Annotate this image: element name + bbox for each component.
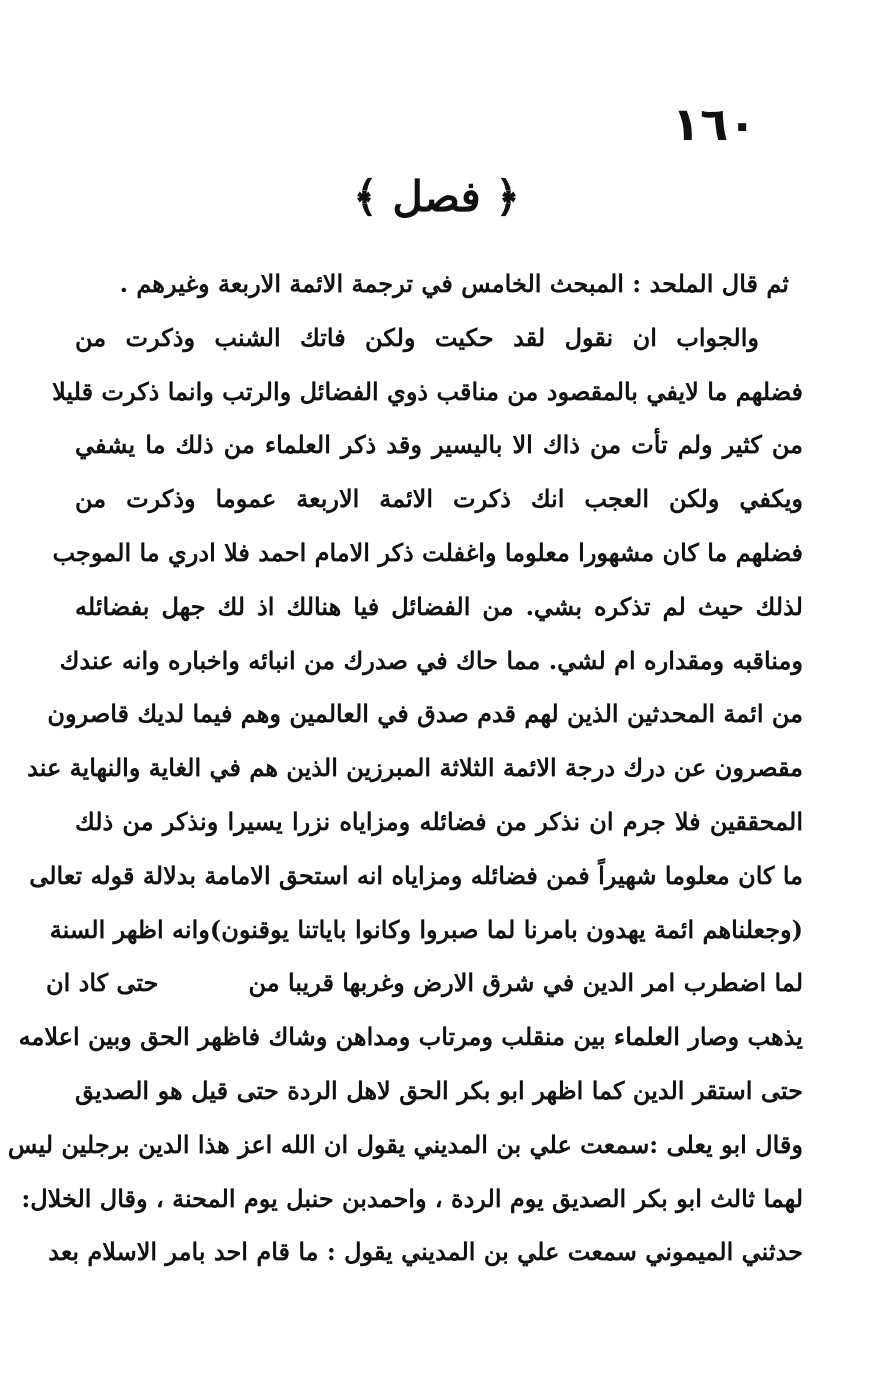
text-line-18: لهما ثالث ابو بكر الصديق يوم الردة ، واحمدبن حنبل يوم المحنة ، وقال الخلال: xyxy=(21,1183,803,1213)
text-line-1: ثم قال الملحد : المبحث الخامس في ترجمة الائمة الاربعة وغيرهم . xyxy=(119,269,789,298)
text-line-8: ومناقبه ومقداره ام لشي. مما حاك في صدرك من انبائه واخباره وانه عندك xyxy=(59,645,803,675)
text-line-14-end: حتى كاد ان xyxy=(46,968,159,998)
text-line-4: من كثير ولم تأت من ذاك الا باليسير وقد ذكر العلماء من ذلك ما يشفي xyxy=(75,430,803,460)
text-line-7: لذلك حيث لم تذكره بشي. من الفضائل فيا هنالك اذ لك جهل بفضائله xyxy=(75,591,803,621)
text-line-5: ويكفي ولكن العجب انك ذكرت الائمة الاربعة عموما وذكرت من xyxy=(75,484,803,514)
text-line-14-start: لما اضطرب امر الدين في شرق الارض وغربها قريبا من xyxy=(248,968,803,998)
text-line-3: فضلهم ما لايفي بالمقصود من مناقب ذوي الفضائل والرتب وانما ذكرت قليلا xyxy=(52,376,803,406)
text-line-17: وقال ابو يعلى :سمعت علي بن المديني يقول ان الله اعز هذا الدين برجلين ليس xyxy=(7,1129,803,1159)
text-line-15: يذهب وصار العلماء بين منقلب ومرتاب ومداهن وشاك فاظهر الحق وبين اعلامه xyxy=(18,1022,803,1052)
text-line-14 xyxy=(46,956,803,1010)
text-line-9: من ائمة المحدثين الذين لهم قدم صدق في العالمين وهم فيما لديك قاصرون xyxy=(47,699,803,729)
text-line-2: والجواب ان نقول لقد حكيت ولكن فاتك الشنب وذكرت من xyxy=(75,322,759,352)
text-line-16: حتى استقر الدين كما اظهر ابو بكر الحق لاهل الردة حتى قيل هو الصديق xyxy=(75,1075,803,1105)
text-line-10: مقصرون عن درك درجة الائمة الثلاثة المبرزين الذين هم في الغاية والنهاية عند xyxy=(27,753,803,783)
text-line-11: المحققين فلا جرم ان نذكر من فضائله ومزاياه نزرا يسيرا ونذكر من ذلك xyxy=(75,806,803,836)
text-line-6: فضلهم ما كان مشهورا معلوما واغفلت ذكر الامام احمد فلا ادري ما الموجب xyxy=(52,537,803,567)
body-text xyxy=(7,257,803,1279)
text-line-19: حدثني الميموني سمعت علي بن المديني يقول : ما قام احد بامر الاسلام بعد xyxy=(48,1237,803,1267)
section-heading: ﴿ فصل ﴾ xyxy=(353,172,520,221)
text-line-13: (وجعلناهم ائمة يهدون بامرنا لما صبروا وكانوا باياتنا يوقنون)وانه اظهر السنة xyxy=(49,914,803,944)
page-number: ١٦٠ xyxy=(672,97,757,151)
text-line-12: ما كان معلوما شهيراً فمن فضائله ومزاياه انه استحق الامامة بدلالة قوله تعالى xyxy=(29,860,803,890)
